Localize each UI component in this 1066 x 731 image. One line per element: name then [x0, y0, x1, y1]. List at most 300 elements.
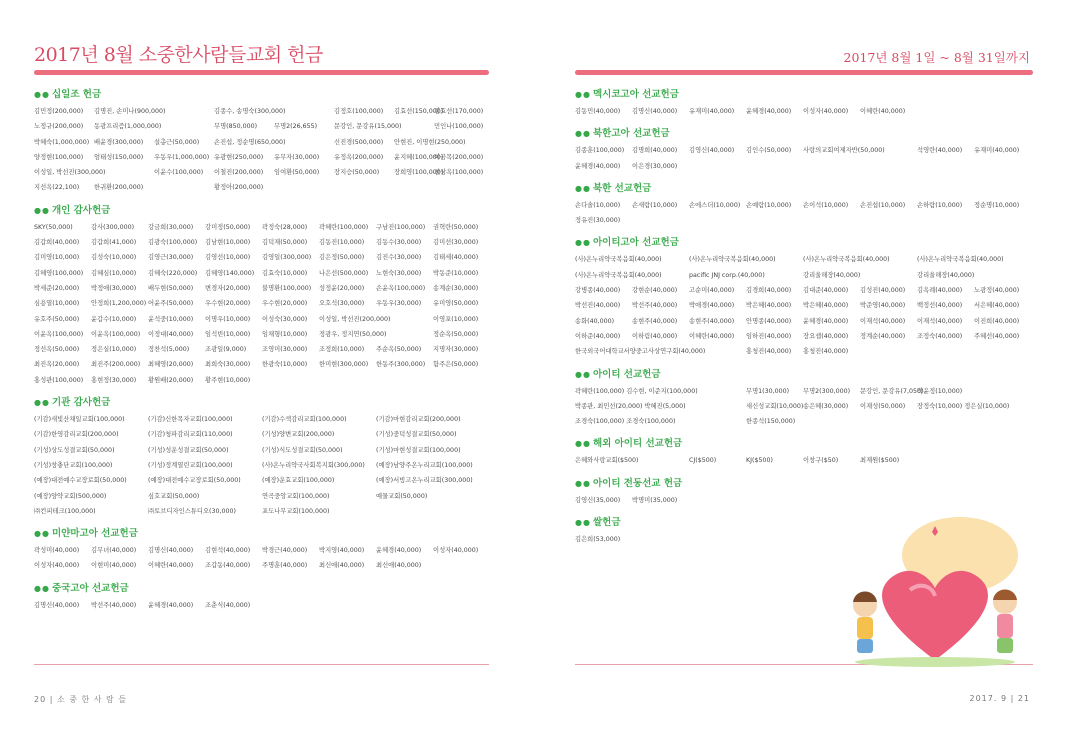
donor-row: [34, 504, 504, 519]
section-title: [575, 88, 1045, 102]
section-title: [575, 368, 1045, 382]
donor-entry: (예장)운효교회(100,000): [262, 477, 335, 485]
donor-entry: 서은혜(40,000): [974, 302, 1020, 310]
donor-row: [34, 458, 504, 473]
donor-entry: 임여환(50,000): [274, 169, 320, 177]
donor-entry: (기성)창충단교회(100,000): [34, 461, 113, 469]
donor-entry: 한종석(150,000): [746, 418, 796, 426]
donor-row: [34, 150, 504, 165]
donor-entry: (기성)양변교회(200,000): [262, 431, 335, 439]
section-title: [575, 127, 1045, 141]
section-title: [34, 204, 504, 218]
donor-entry: 황원배(20,000): [148, 376, 194, 384]
donor-entry: (기성)정계열린교회(100,000): [148, 461, 233, 469]
donor-entry: 김동민(40,000): [575, 108, 621, 115]
donor-row: [34, 357, 504, 372]
donor-row: [34, 473, 504, 488]
donor-entry: 감사(300,000): [91, 223, 135, 231]
page-footer-right: 2017. 9 | 21: [969, 694, 1030, 703]
donor-entry: 손진섭, 정순명(650,000): [214, 138, 286, 146]
donor-entry: 함주은(50,000): [433, 361, 479, 369]
donor-entry: 이현미(40,000): [91, 562, 137, 570]
donor-entry: 김영신(35,000): [575, 496, 621, 504]
donor-entry: 오호석(30,000): [319, 300, 365, 308]
donor-entry: (예장)양약교회(500,000): [34, 492, 107, 500]
donor-entry: 황정아(200,000): [214, 184, 264, 192]
donor-entry: 심호교회(50,000): [148, 492, 200, 500]
donor-entry: 나은선(500,000): [319, 269, 369, 277]
donor-entry: 박명미(35,000): [632, 496, 678, 504]
donor-entry: 송화(40,000): [575, 317, 615, 325]
donor-entry: 문강인, 문강유(15,000): [334, 123, 402, 131]
heart-children-illustration: [840, 510, 1030, 670]
donor-entry: 우동우(1,000,000): [154, 153, 210, 161]
donor-entry: 한광숙(10,000): [262, 361, 308, 369]
donor-entry: 노광정(40,000): [974, 287, 1020, 295]
donor-row: [575, 143, 1045, 158]
donor-entry: 유미영(50,000): [433, 300, 479, 308]
donor-entry: 박윤정(10,000): [917, 387, 963, 395]
donor-entry: 이영포(10,000): [433, 315, 479, 323]
donor-entry: 무명2(300,000): [803, 387, 851, 395]
donation-section: [575, 437, 1045, 468]
donor-entry: 김혜영(100,000): [34, 269, 84, 277]
donor-entry: (기감)신한목자교회(100,000): [148, 416, 233, 424]
donor-row: [575, 252, 1045, 267]
bullet-icon: ●●: [575, 90, 591, 99]
donor-entry: 손이석(10,000): [803, 201, 849, 209]
donor-entry: 유광현(250,000): [214, 153, 264, 161]
donor-row: [575, 493, 1045, 508]
donor-entry: 김옥례(40,000): [917, 287, 963, 295]
bullet-icon: ●●: [575, 518, 591, 528]
donor-entry: 고순미(40,000): [689, 287, 735, 295]
donor-entry: 최신애(40,000): [376, 562, 422, 570]
donor-row: [34, 373, 504, 388]
donor-row: [34, 327, 504, 342]
donor-entry: (사)온누리약국복음회(40,000): [803, 256, 890, 264]
donor-entry: 새신성교회(10,000): [746, 402, 804, 410]
donor-entry: 김종훈(100,000): [575, 147, 625, 155]
donor-row: [34, 165, 504, 180]
donor-entry: 이명우(10,000): [205, 315, 251, 323]
donor-entry: 홍청진(40,000): [746, 348, 792, 356]
title-bar-right: [575, 70, 1033, 75]
donor-entry: 배두현(50,000): [148, 284, 194, 292]
period-label: 2017년 8월 1일 ~ 8월 31일까지: [843, 50, 1030, 65]
bullet-icon: ●●: [34, 205, 50, 215]
donor-entry: 손에스더(10,000): [689, 201, 741, 209]
donor-entry: (기감)한영감리교회(200,000): [34, 431, 119, 439]
bullet-icon: ●●: [34, 529, 50, 539]
donor-row: [575, 159, 1045, 174]
donor-entry: 장지승(50,000): [334, 169, 380, 177]
donor-entry: 연곡중앙교회(100,000): [262, 492, 330, 500]
donor-row: [34, 342, 504, 357]
donor-entry: 문강인, 문강유(7,050): [860, 387, 924, 395]
donor-entry: 석영란(40,000): [917, 147, 963, 155]
donor-entry: ㈜컨피테크(100,000): [34, 507, 96, 515]
donor-entry: 어윤주(50,000): [148, 300, 194, 308]
donation-section: [34, 527, 504, 574]
donor-entry: 곽성미(40,000): [34, 547, 80, 555]
donor-entry: (예장)서빙고온누리교회(300,000): [376, 477, 473, 485]
donor-entry: 전상옥(100,000): [434, 169, 484, 177]
donor-row: [575, 198, 1045, 213]
donor-entry: 이은경(30,000): [632, 162, 678, 170]
donor-entry: 곽혜란(100,000) 김수현, 이준지(100,000): [575, 387, 698, 395]
donor-entry: 이하림(40,000): [632, 332, 678, 340]
donor-entry: 김갑희(41,000): [91, 239, 137, 247]
title-bar-left: [34, 70, 489, 75]
bottom-rule-left: [34, 664, 489, 665]
donor-row: [575, 268, 1045, 283]
donor-entry: 손다솔(10,000): [575, 201, 621, 209]
donor-entry: 유호주(50,000): [34, 315, 80, 323]
bullet-icon: ●●: [575, 478, 591, 488]
donor-entry: pacific JNJ corp.(40,000): [689, 271, 765, 279]
donor-row: [575, 213, 1045, 228]
donor-entry: (기성)중덕성결교회(50,000): [376, 431, 457, 439]
donor-entry: 김갑희(40,000): [34, 239, 80, 247]
donor-entry: 정유진(30,000): [575, 217, 621, 225]
section-title: [575, 477, 1045, 491]
donor-entry: 정순옥(50,000): [433, 330, 479, 338]
donor-entry: 노정규(200,000): [34, 123, 84, 131]
donor-entry: 윤석중(10,000): [148, 315, 194, 323]
section-title: [34, 582, 504, 596]
donor-entry: 강병종(40,000): [575, 287, 621, 295]
donor-entry: (기성)식도성결교회(50,000): [262, 446, 343, 454]
donor-entry: 성정윤(20,000): [319, 284, 365, 292]
donor-entry: (예장)대전예수교장로회(50,000): [148, 477, 241, 485]
donor-entry: (기감)새빛산채일교회(100,000): [34, 416, 125, 424]
section-title: [34, 88, 504, 102]
section-title-text: 쌀헌금: [592, 517, 621, 529]
donor-entry: 이윤옥(100,000): [34, 330, 84, 338]
donor-entry: 김명신(40,000): [632, 108, 678, 115]
section-title-text: 멕시코고아 선교헌금: [592, 89, 679, 100]
donor-entry: (기성)성운성결교회(50,000): [148, 446, 229, 454]
donor-entry: 김동진(10,000): [319, 239, 365, 247]
donor-entry: 홍성관(100,000): [34, 376, 84, 384]
donor-entry: 이혜란(40,000): [860, 108, 906, 115]
section-title-text: 기관 감사헌금: [51, 397, 111, 409]
donor-row: [34, 412, 504, 427]
donor-entry: 정선옥(50,000): [34, 346, 80, 354]
donor-entry: 김은정(50,000): [319, 254, 365, 262]
donor-entry: 이윤옥(100,000): [91, 330, 141, 338]
donor-entry: 조영미(30,000): [262, 346, 308, 354]
donor-entry: 김무녀(40,000): [91, 547, 137, 555]
donor-entry: 윤갑수(10,000): [91, 315, 137, 323]
donor-entry: 최진옥(20,000): [34, 361, 80, 369]
donor-entry: 유재미(40,000): [974, 147, 1020, 155]
donor-row: [34, 558, 504, 573]
donor-entry: 이하준(40,000): [575, 332, 621, 340]
donor-entry: 김덕재(50,000): [262, 239, 308, 247]
donor-entry: 우동우(30,000): [376, 300, 422, 308]
donor-entry: 이진희(40,000): [974, 317, 1020, 325]
donor-entry: 윤혜경(40,000): [376, 547, 422, 555]
donor-entry: 양정현(100,000): [34, 153, 84, 161]
donor-entry: 강미정(50,000): [205, 223, 251, 231]
donor-entry: 김태세(40,000): [433, 254, 479, 262]
donor-row: [575, 104, 1045, 119]
donor-entry: 조정숙(40,000): [917, 332, 963, 340]
donor-entry: (사)온누리약국사회복지회(300,000): [262, 461, 365, 469]
donor-entry: 이창구($50): [803, 457, 839, 465]
donor-entry: 김광숙(100,000): [148, 239, 198, 247]
donor-row: [575, 399, 1045, 414]
donation-section: [34, 396, 504, 519]
donation-section: [575, 127, 1045, 174]
donor-entry: 김종수, 송명숙(300,000): [214, 108, 286, 115]
donor-entry: 장요셉(40,000): [803, 332, 849, 340]
donor-entry: 한국외국어대학교서양중고사상연구회(40,000): [575, 348, 706, 356]
donor-entry: 박정애(30,000): [91, 284, 137, 292]
donor-entry: 한귀환(200,000): [94, 184, 144, 192]
donor-entry: 김영근(30,000): [148, 254, 194, 262]
section-title-text: 십일조 헌금: [51, 89, 102, 100]
donor-row: [34, 312, 504, 327]
donor-entry: 김명진, 손미나(900,000): [94, 108, 166, 115]
donor-row: [34, 135, 504, 150]
donor-entry: 황주현(10,000): [205, 376, 251, 384]
donor-entry: 김민정(200,000): [34, 108, 84, 115]
donor-row: [34, 598, 504, 613]
section-title-text: 미얀마고아 선교헌금: [51, 528, 138, 540]
donor-entry: 송계순(30,000): [433, 284, 479, 292]
donor-entry: 임하진(40,000): [746, 332, 792, 340]
donor-entry: 한동주(300,000): [376, 361, 426, 369]
donor-entry: 송현주(40,000): [689, 317, 735, 325]
page-title: 2017년 8월 소중한사람들교회 헌금: [34, 44, 323, 66]
donor-row: [34, 104, 504, 119]
donor-entry: 김대준(40,000): [803, 287, 849, 295]
donor-entry: (사)온누리약국복음회(40,000): [575, 271, 662, 279]
donor-entry: 안정희(1,200,000): [91, 300, 147, 308]
donor-entry: (기감)수색감리교회(100,000): [262, 416, 347, 424]
donor-entry: 주순옥(50,000): [376, 346, 422, 354]
donor-entry: 사랑의교회여제자반(50,000): [803, 147, 885, 155]
donor-entry: 이성일, 박선진(300,000): [34, 169, 106, 177]
donor-entry: 지명자(30,000): [433, 346, 479, 354]
donor-entry: 무명2(26,655): [274, 123, 318, 131]
donor-entry: 조경숙(100,000) 조경숙(100,000): [575, 418, 676, 426]
donor-entry: 김성숙(10,000): [91, 254, 137, 262]
section-title: [34, 396, 504, 410]
donor-entry: 이성자(40,000): [34, 562, 80, 570]
donor-entry: 최진주(200,000): [91, 361, 141, 369]
donor-entry: 이성자(40,000): [433, 547, 479, 555]
donor-row: [575, 314, 1045, 329]
donor-row: [575, 384, 1045, 399]
section-title: [575, 236, 1045, 250]
donor-entry: 홍청진(40,000): [803, 348, 849, 356]
section-title-text: 중국고아 선교헌금: [51, 582, 129, 594]
donor-entry: 조정희(10,000): [319, 346, 365, 354]
left-column: [34, 80, 504, 621]
donor-row: [34, 296, 504, 311]
donor-entry: 박종관, 최민선(20,000) 박혜진(5,000): [575, 402, 686, 410]
donation-section: [34, 88, 504, 196]
bullet-icon: ●●: [575, 129, 591, 139]
donor-entry: 우수현(20,000): [205, 300, 251, 308]
donor-entry: 조광일(9,000): [205, 346, 247, 354]
donor-entry: 안명종(40,000): [746, 317, 792, 325]
donor-entry: 김효숙(10,000): [262, 269, 308, 277]
donor-row: [34, 281, 504, 296]
section-title-text: 북한고아 선교헌금: [592, 128, 670, 140]
donor-entry: 김영신(40,000): [689, 147, 735, 155]
donor-entry: 조춘식(40,000): [205, 601, 251, 609]
donor-entry: 박은혜(40,000): [803, 302, 849, 310]
donor-entry: 불명환(100,000): [262, 284, 312, 292]
donation-section: [575, 182, 1045, 229]
donor-row: [34, 180, 504, 195]
donor-row: [575, 414, 1045, 429]
section-title: [575, 437, 1045, 451]
donor-entry: 김미영(10,000): [34, 254, 80, 262]
donor-row: [34, 266, 504, 281]
donor-entry: SKY(50,000): [34, 223, 73, 231]
donor-entry: 장희영(100,000): [394, 169, 444, 177]
section-title-text: 아이티고아 선교헌금: [592, 237, 679, 249]
donor-entry: 손윤옥(100,000): [376, 284, 426, 292]
donor-entry: 이정대(40,000): [148, 330, 194, 338]
donor-entry: 박동준(10,000): [433, 269, 479, 277]
section-title-text: 해외 아이티 선교헌금: [592, 438, 683, 450]
donor-entry: 박경근(40,000): [262, 547, 308, 555]
donation-section: [575, 236, 1045, 359]
donor-entry: 한미현(300,000): [319, 361, 369, 369]
donor-entry: (기성)상도성결교회(50,000): [34, 446, 115, 454]
donor-entry: (사)온누리약국복음회(40,000): [575, 256, 662, 264]
donor-row: [575, 344, 1045, 359]
donor-entry: 박세준(20,000): [34, 284, 80, 292]
donor-entry: 장정숙(10,000) 정은실(10,000): [917, 402, 1010, 410]
donor-entry: 김영선(10,000): [205, 254, 251, 262]
section-title-text: 북한 선교헌금: [592, 182, 652, 194]
donor-entry: 손진섭(10,000): [860, 201, 906, 209]
donor-row: [575, 298, 1045, 313]
donor-entry: 변경자(20,000): [205, 284, 251, 292]
donor-row: [34, 543, 504, 558]
donor-entry: 유정옥(200,000): [334, 153, 384, 161]
donor-entry: 은혜와사랑교회($500): [575, 457, 639, 465]
donor-entry: 김미선(30,000): [433, 239, 479, 247]
donor-entry: 권혁란(50,000): [433, 223, 479, 231]
donor-entry: 최재원($500): [860, 457, 900, 465]
donor-entry: 무명(850,000): [214, 123, 258, 131]
bullet-icon: ●●: [575, 439, 591, 449]
donor-entry: 심용열(10,000): [34, 300, 80, 308]
bullet-icon: ●●: [575, 369, 591, 379]
donor-entry: 김남현(10,000): [205, 239, 251, 247]
bullet-icon: ●●: [34, 398, 50, 408]
donor-entry: 박혜숙(1,000,000): [34, 138, 90, 146]
donor-entry: 김성진(40,000): [860, 287, 906, 295]
donor-entry: 구남진(100,000): [376, 223, 426, 231]
donor-entry: 임석빈(10,000): [205, 330, 251, 338]
donor-entry: 김명신(40,000): [148, 547, 194, 555]
donor-entry: 정광우, 정지연(50,000): [319, 330, 387, 338]
section-title-text: 아이티 선교헌금: [592, 368, 661, 380]
donor-entry: 정은실(10,000): [91, 346, 137, 354]
donor-entry: 동광프리즘(1,000,000): [94, 123, 162, 131]
donor-entry: 신진경(500,000): [334, 138, 384, 146]
donor-entry: 김정호(100,000): [334, 108, 384, 115]
donation-section: [575, 368, 1045, 430]
section-title: [575, 182, 1045, 196]
donor-row: [34, 119, 504, 134]
donor-entry: 유무자(30,000): [274, 153, 320, 161]
donor-entry: 김명희(40,000): [632, 147, 678, 155]
donor-entry: 강현순(40,000): [632, 287, 678, 295]
donor-entry: 엄태성(150,000): [94, 153, 144, 161]
donor-row: [34, 250, 504, 265]
donor-entry: 최희숙(30,000): [205, 361, 251, 369]
donor-entry: 조갑동(40,000): [205, 562, 251, 570]
donor-entry: 김혜숙(220,000): [148, 269, 198, 277]
donor-entry: 이혜란(40,000): [689, 332, 735, 340]
page-footer-left: 20 | 소 중 한 사 람 들: [34, 695, 128, 704]
donor-entry: 이재석(40,000): [917, 317, 963, 325]
donor-entry: 윤혜경(40,000): [148, 601, 194, 609]
donor-entry: 최혜영(20,000): [148, 361, 194, 369]
donation-section: [34, 582, 504, 613]
donor-entry: 송은혜(30,000): [803, 402, 849, 410]
donor-entry: 임채형(10,000): [262, 330, 308, 338]
bullet-icon: ●●: [34, 583, 50, 593]
donor-entry: 이철진(200,000): [214, 169, 264, 177]
donor-entry: 이혜란(40,000): [148, 562, 194, 570]
donor-entry: 송현주(40,000): [632, 317, 678, 325]
donor-entry: 김명신(40,000): [34, 601, 80, 609]
donor-entry: 강리울해장(40,000): [803, 271, 861, 279]
donor-entry: 박준영(40,000): [860, 302, 906, 310]
donor-entry: 이재석(40,000): [860, 317, 906, 325]
donor-entry: 이윤수(100,000): [154, 169, 204, 177]
donor-row: [575, 329, 1045, 344]
donor-entry: 강리울해장(40,000): [917, 271, 975, 279]
section-title-text: 아이티 전동선교 헌금: [592, 477, 683, 489]
donor-row: [34, 443, 504, 458]
bullet-icon: ●●: [575, 238, 591, 248]
donor-entry: KJ($500): [746, 457, 773, 465]
donor-entry: 김진수(30,000): [376, 254, 422, 262]
donor-entry: 노현숙(30,000): [376, 269, 422, 277]
donor-entry: (기감)청파감리교회(110,000): [148, 431, 233, 439]
donor-entry: (기성)마현성결교회(100,000): [376, 446, 461, 454]
donor-entry: 최신애(40,000): [319, 562, 365, 570]
donor-entry: 이성자(40,000): [803, 108, 849, 115]
section-title: [34, 527, 504, 541]
donor-entry: 민인나(100,000): [434, 123, 484, 131]
donor-entry: 이성일, 박선진(200,000): [319, 315, 391, 323]
donor-entry: 안현진, 이명현(250,000): [394, 138, 466, 146]
donor-row: [34, 427, 504, 442]
donor-entry: 박지영(40,000): [319, 547, 365, 555]
section-title-text: 개인 감사헌금: [51, 204, 111, 216]
donor-entry: 이재성(50,000): [860, 402, 906, 410]
donation-section: [575, 88, 1045, 119]
donor-entry: 주혜선(40,000): [974, 332, 1020, 340]
donor-entry: 곽혜란(100,000): [319, 223, 369, 231]
donor-row: [34, 489, 504, 504]
donor-row: [575, 283, 1045, 298]
